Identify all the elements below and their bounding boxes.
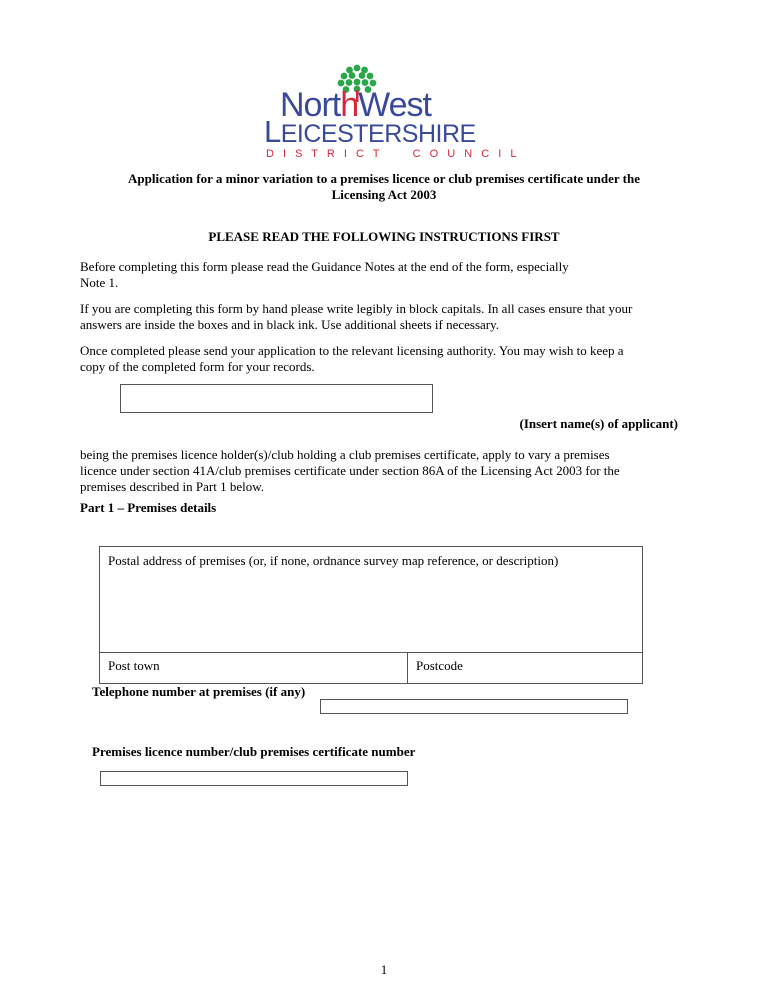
logo-leicestershire: LEICESTERSHIRE [264, 114, 476, 149]
logo-northwest: NorthWest [280, 86, 431, 124]
applicant-name-caption: (Insert name(s) of applicant) [519, 416, 678, 431]
instruction-paragraph-3: Once completed please send your application to the relevant licensing authority. You may wish to keep a copy of the completed form for your records. [80, 343, 624, 374]
form-title: Application for a minor variation to a premises licence or club premises certificate under the Licensing Act 2003 [128, 171, 640, 202]
telephone-label: Telephone number at premises (if any) [92, 684, 306, 699]
instruction-paragraph-1: Before completing this form please read the Guidance Notes at the end of the form, especially Note 1. [80, 259, 569, 290]
postcode-label: Postcode [416, 658, 463, 673]
licence-number-label: Premises licence number/club premises certificate number [92, 744, 416, 759]
part1-heading: Part 1 – Premises details [80, 500, 217, 515]
page-number: 1 [380, 962, 388, 977]
telephone-field[interactable] [320, 699, 628, 714]
address-label: Postal address of premises (or, if none, ordnance survey map reference, or description) [108, 553, 559, 568]
premises-address-box[interactable] [99, 546, 643, 684]
licence-number-field[interactable] [100, 771, 408, 786]
instructions-heading: PLEASE READ THE FOLLOWING INSTRUCTIONS FIRST [208, 229, 560, 244]
post-town-field[interactable] [100, 652, 408, 683]
council-logo [262, 62, 520, 162]
applicant-name-field[interactable] [120, 384, 433, 413]
instruction-paragraph-2: If you are completing this form by hand please write legibly in block capitals. In all cases ensure that your answers are inside the boxes and in black ink. Use additional sheets if necessary. [80, 301, 633, 332]
logo-district-council: D I S T R I C T C O U N C I L [266, 148, 520, 160]
applicant-statement: being the premises licence holder(s)/club holding a club premises certificate, apply to vary a premises licence under section 41A/club premises certificate under section 86A of the Licensing Act 2003 for the premises described in Part 1 below. [80, 447, 620, 494]
post-town-label: Post town [108, 658, 160, 673]
postcode-field[interactable] [408, 652, 642, 683]
